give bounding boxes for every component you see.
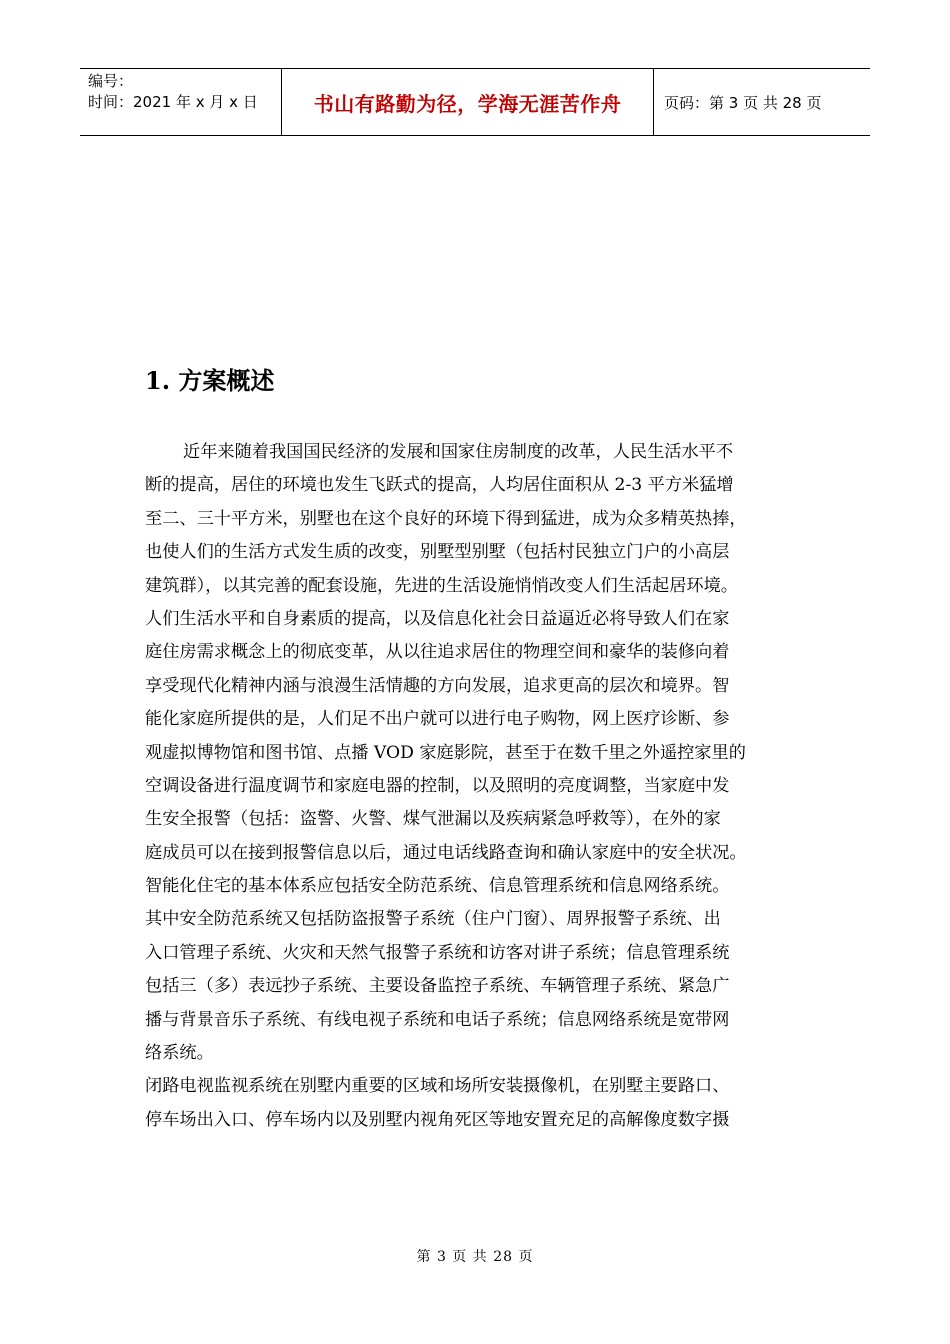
body-line: 空调设备进行温度调节和家庭电器的控制，以及照明的亮度调整，当家庭中发 [145,775,730,796]
body-line: 停车场出入口、停车场内以及别墅内视角死区等地安置充足的高解像度数字摄 [145,1109,730,1130]
body-line: 包括三（多）表远抄子系统、主要设备监控子系统、车辆管理子系统、紧急广 [145,976,730,997]
page-footer [0,1246,950,1266]
document-number-label: 编号： [88,72,134,90]
body-line: 入口管理子系统、火灾和天然气报警子系统和访客对讲子系统；信息管理系统 [145,942,730,963]
header-motto: 书山有路勤为径，学海无涯苦作舟 [313,91,622,116]
body-line: 断的提高，居住的环境也发生飞跃式的提高，人均居住面积从 2-3 平方米猛增 [145,475,734,496]
body-line: 其中安全防范系统又包括防盗报警子系统（住户门窗）、周界报警子系统、出 [145,909,721,930]
body-line: 络系统。 [145,1043,214,1064]
page-header [80,68,870,136]
footer-page-number: 第 3 页 共 28 页 [416,1249,534,1265]
body-line: 人们生活水平和自身素质的提高，以及信息化社会日益逼近必将导致人们在家 [145,608,730,629]
document-date-label: 时间：2021 年 x 月 x 日 [88,93,258,111]
body-line: 生安全报警（包括：盗警、火警、煤气泄漏以及疾病紧急呼救等），在外的家 [145,809,721,830]
body-line: 至二、三十平方米，别墅也在这个良好的环境下得到猛进，成为众多精英热捧， [145,508,747,529]
body-line: 播与背景音乐子系统、有线电视子系统和电话子系统；信息网络系统是宽带网 [145,1009,730,1030]
section-heading: 1. 方案概述 [145,366,275,395]
body-line: 智能化住宅的基本体系应包括安全防范系统、信息管理系统和信息网络系统。 [145,876,730,897]
body-line: 庭成员可以在接到报警信息以后，通过电话线路查询和确认家庭中的安全状况。 [145,842,747,863]
body-line: 能化家庭所提供的是，人们足不出户就可以进行电子购物，网上医疗诊断、参 [145,709,730,730]
header-page-info: 页码：第 3 页 共 28 页 [664,93,822,112]
header-motto-cell [281,69,654,135]
body-line: 近年来随着我国国民经济的发展和国家住房制度的改革，人民生活水平不 [183,442,734,462]
header-meta-cell [80,69,281,135]
body-line: 观虚拟博物馆和图书馆、点播 VOD 家庭影院，甚至于在数千里之外遥控家里的 [145,742,746,763]
body-line: 也使人们的生活方式发生质的改变，别墅型别墅（包括村民独立门户的小高层 [145,542,730,563]
body-line: 享受现代化精神内涵与浪漫生活情趣的方向发展，追求更高的层次和境界。智 [145,675,730,696]
body-text [145,436,815,1137]
body-line: 闭路电视监视系统在别墅内重要的区域和场所安装摄像机，在别墅主要路口、 [145,1076,730,1097]
header-page-cell [654,69,870,135]
body-line: 建筑群），以其完善的配套设施，先进的生活设施悄悄改变人们生活起居环境。 [145,575,738,596]
body-line: 庭住房需求概念上的彻底变革，从以往追求居住的物理空间和豪华的装修向着 [145,642,730,663]
